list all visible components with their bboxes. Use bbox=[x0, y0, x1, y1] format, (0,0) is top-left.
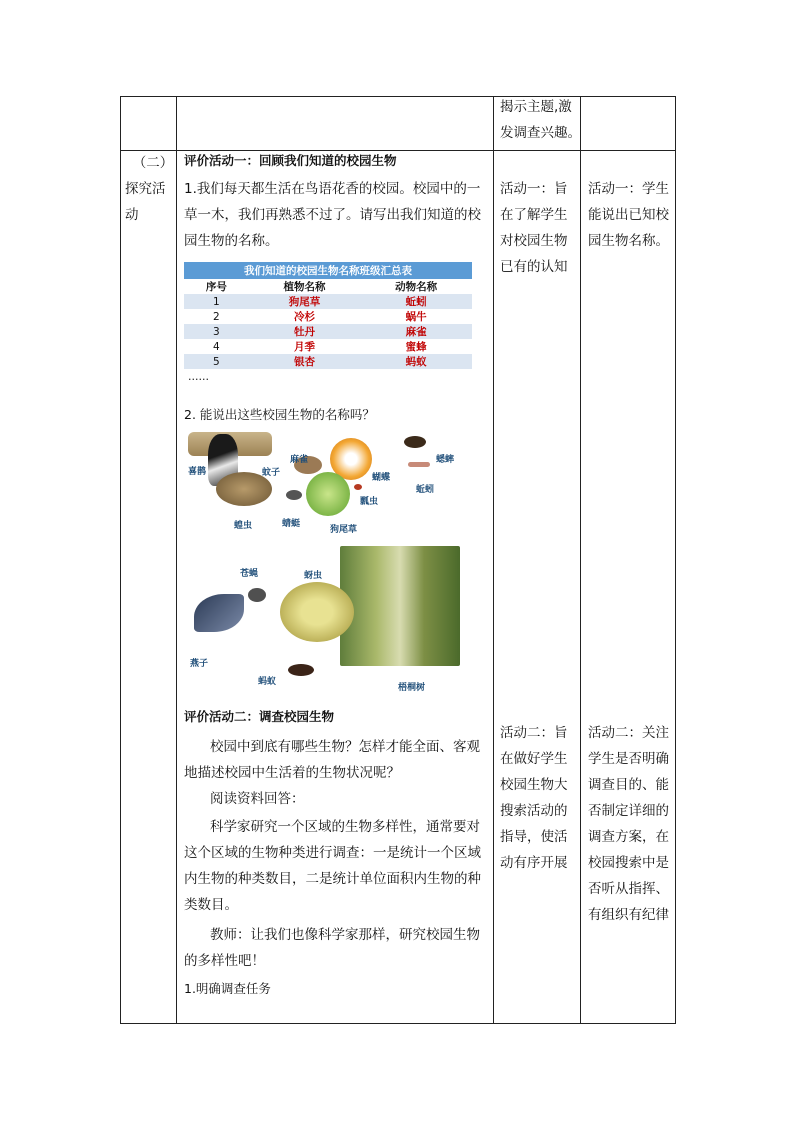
table-cell: 蚯蚓 bbox=[360, 294, 472, 309]
table-cell: 冷杉 bbox=[249, 309, 361, 324]
activity2-paragraph: 校园中到底有哪些生物？怎样才能全面、客观地描述校园中生活着的生物状况呢？ bbox=[184, 739, 480, 781]
activity2-step: 1.明确调查任务 bbox=[184, 981, 271, 996]
table-cell bbox=[360, 369, 472, 384]
swallow-photo bbox=[194, 594, 244, 632]
species-label: 燕子 bbox=[190, 659, 209, 669]
table-cell: 2 bbox=[184, 309, 249, 324]
species-label: 蚂蚁 bbox=[258, 677, 277, 687]
activity2-paragraph: 科学家研究一个区域的生物多样性，通常要对这个区域的生物种类进行调查：一是统计一个区域内生物的种类数目，二是统计单位面积内生物的种类数目。 bbox=[184, 819, 481, 913]
cricket-photo bbox=[404, 436, 426, 448]
table-cell bbox=[249, 369, 361, 384]
activity1-question2: 2. 能说出这些校园生物的名称吗？ bbox=[184, 407, 375, 422]
activity2-paragraph: 教师：让我们也像科学家那样，研究校园生物的多样性吧！ bbox=[184, 927, 480, 969]
table-cell: 银杏 bbox=[249, 354, 361, 369]
column-divider bbox=[580, 96, 581, 1024]
table-cell: 1 bbox=[184, 294, 249, 309]
table-cell: 麻雀 bbox=[360, 324, 472, 339]
table-cell: 狗尾草 bbox=[249, 294, 361, 309]
table-border bbox=[120, 96, 676, 97]
table-row bbox=[184, 309, 472, 324]
species-label: 麻雀 bbox=[290, 455, 309, 465]
species-label: 梧桐树 bbox=[398, 683, 426, 693]
stage-number: （二） bbox=[132, 155, 174, 171]
activity1-question1: 1.我们每天都生活在鸟语花香的校园。校园中的一草一木，我们再熟悉不过了。请写出我们知道的校园生物的名称。 bbox=[184, 181, 481, 249]
table-row bbox=[184, 294, 472, 309]
table-caption: 我们知道的校园生物名称班级汇总表 bbox=[184, 262, 472, 279]
column-header: 植物名称 bbox=[249, 279, 361, 294]
species-label: 蝴蝶 bbox=[372, 473, 391, 483]
activity2-title: 评价活动二：调查校园生物 bbox=[184, 709, 335, 724]
ant-photo bbox=[288, 664, 314, 676]
species-label: 蜻蜓 bbox=[282, 519, 301, 529]
row1-goal-text: 揭示主题,激发调查兴趣。 bbox=[500, 99, 581, 141]
stage-title: 探究活动 bbox=[125, 181, 166, 223]
table-row bbox=[184, 324, 472, 339]
activity1-evaluation: 活动一：学生能说出已知校园生物名称。 bbox=[588, 181, 669, 249]
campus-life-collage bbox=[186, 546, 462, 694]
campus-animals-collage bbox=[186, 432, 472, 538]
activity2-evaluation: 活动二：关注学生是否明确调查目的、能否制定详细的调查方案，在校园搜索中是否听从指挥、有组织有纪律 bbox=[588, 725, 669, 923]
species-label: 瓢虫 bbox=[360, 497, 379, 507]
column-divider bbox=[493, 96, 494, 1024]
species-label: 蚊子 bbox=[262, 468, 281, 478]
table-cell: 5 bbox=[184, 354, 249, 369]
foxtail-photo bbox=[306, 472, 350, 516]
table-cell: 月季 bbox=[249, 339, 361, 354]
table-cell: …… bbox=[184, 369, 249, 384]
table-row bbox=[184, 369, 472, 384]
fly-photo bbox=[248, 588, 266, 602]
ladybug-photo bbox=[354, 484, 362, 490]
species-label: 蚜虫 bbox=[304, 571, 323, 581]
plane-tree-photo bbox=[340, 546, 460, 666]
species-label: 苍蝇 bbox=[240, 569, 259, 579]
table-border bbox=[120, 1023, 676, 1024]
table-cell: 牡丹 bbox=[249, 324, 361, 339]
activity1-title: 评价活动一：回顾我们知道的校园生物 bbox=[184, 153, 397, 168]
column-header: 动物名称 bbox=[360, 279, 472, 294]
campus-species-table bbox=[184, 262, 472, 384]
table-cell: 3 bbox=[184, 324, 249, 339]
table-cell: 蜜蜂 bbox=[360, 339, 472, 354]
activity2-design-intent: 活动二：旨在做好学生校园生物大搜索活动的指导，使活动有序开展 bbox=[500, 725, 568, 871]
dragonfly-photo bbox=[286, 490, 302, 500]
activity2-paragraph: 阅读资料回答： bbox=[210, 791, 305, 807]
column-divider bbox=[176, 96, 177, 1024]
table-cell: 4 bbox=[184, 339, 249, 354]
table-cell: 蚂蚁 bbox=[360, 354, 472, 369]
table-border bbox=[120, 96, 121, 1024]
column-header: 序号 bbox=[184, 279, 249, 294]
activity1-design-intent: 活动一：旨在了解学生对校园生物已有的认知 bbox=[500, 181, 568, 275]
species-label: 蟋蟀 bbox=[436, 455, 455, 465]
table-row bbox=[184, 339, 472, 354]
table-row bbox=[184, 354, 472, 369]
species-label: 蝗虫 bbox=[234, 521, 253, 531]
aphid-photo bbox=[280, 582, 354, 642]
species-label: 狗尾草 bbox=[330, 525, 358, 535]
table-border bbox=[675, 96, 676, 1024]
earthworm-photo bbox=[408, 462, 430, 467]
table-cell: 蜗牛 bbox=[360, 309, 472, 324]
species-label: 蚯蚓 bbox=[416, 485, 435, 495]
species-label: 喜鹊 bbox=[188, 467, 207, 477]
